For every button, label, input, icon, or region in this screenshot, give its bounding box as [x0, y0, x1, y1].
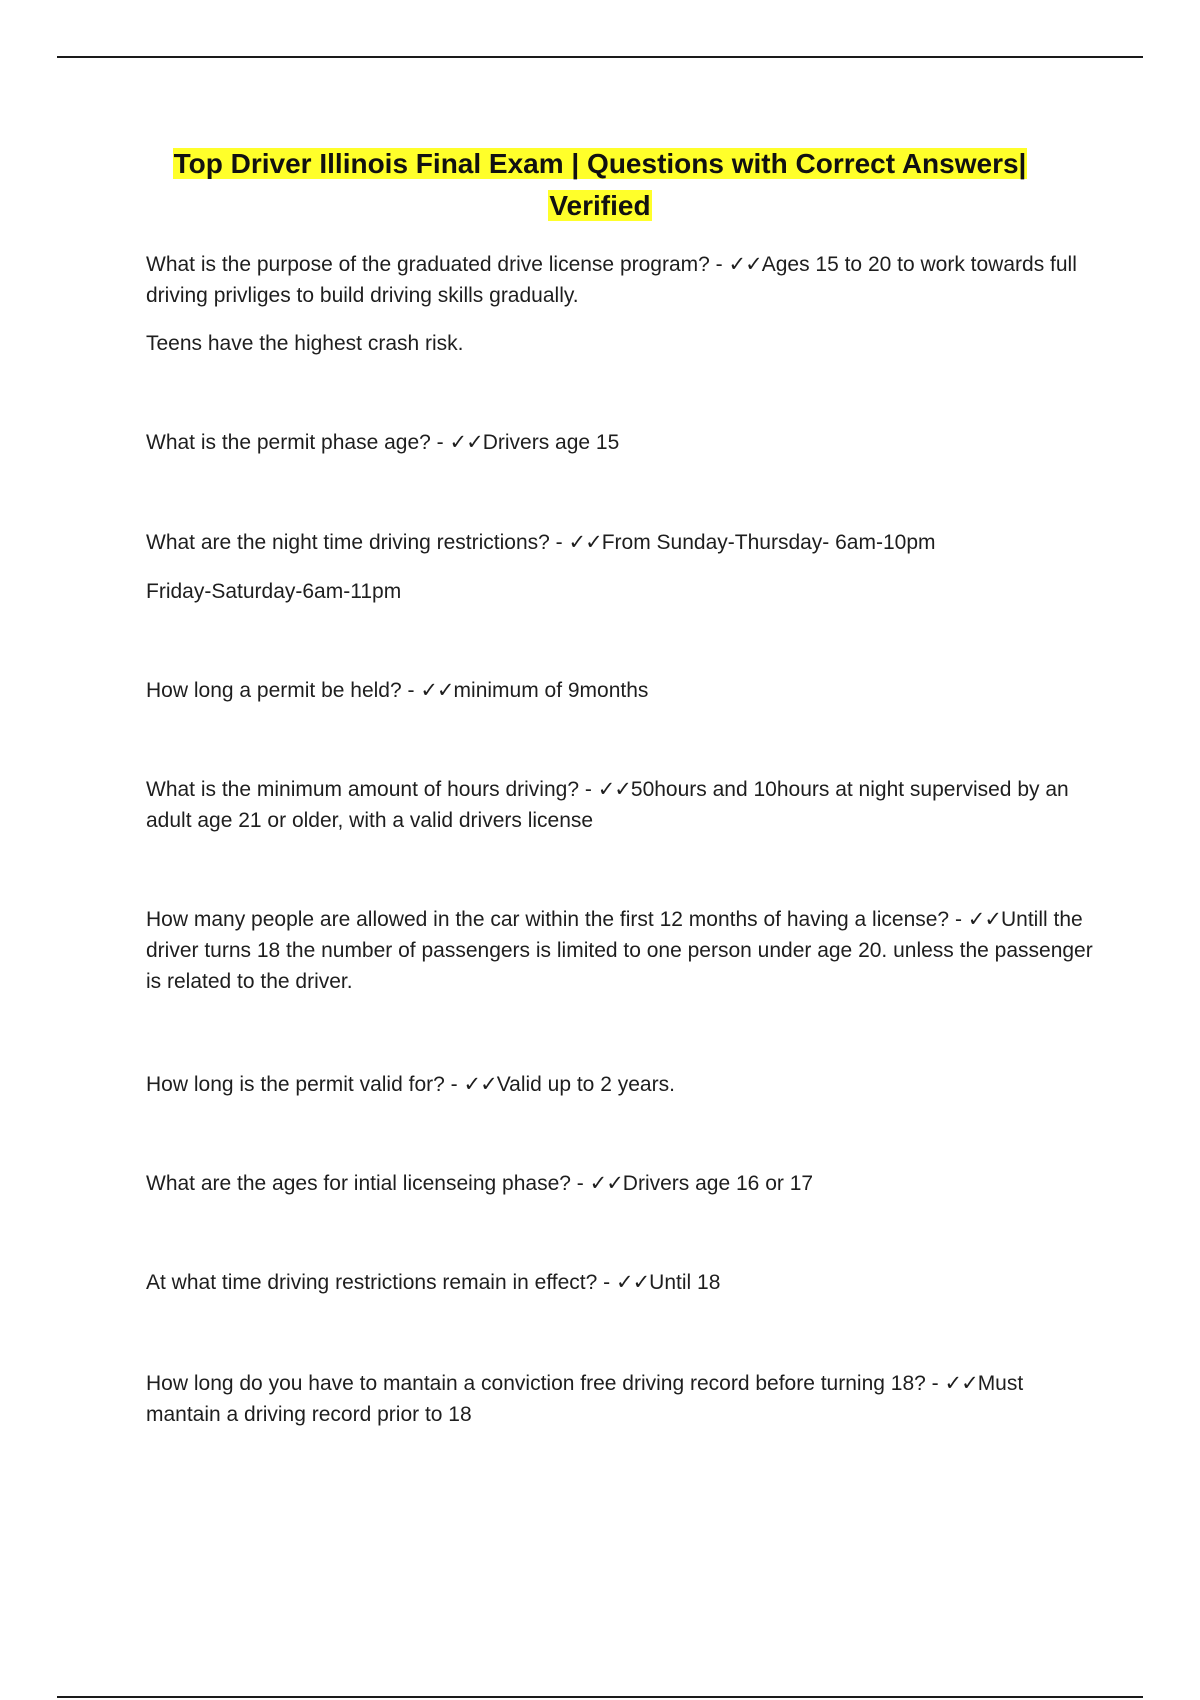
note-text: Teens have the highest crash risk.	[146, 332, 464, 355]
qa-note-weekend-hours	[146, 576, 1096, 607]
check-icon: ✓✓	[589, 1172, 623, 1195]
qa-item-restrictions-effect	[146, 1267, 1096, 1298]
qa-item-licensing-ages	[146, 1168, 1096, 1199]
qa-item-purpose	[146, 249, 1096, 311]
separator: -	[570, 1172, 590, 1195]
qa-item-permit-age	[146, 427, 1096, 458]
qa-item-conviction-free	[146, 1368, 1096, 1430]
check-icon: ✓✓	[615, 1271, 650, 1294]
qa-item-permit-valid	[146, 1069, 1096, 1100]
answer-text: Drivers age 15	[482, 431, 620, 454]
separator: -	[401, 679, 421, 702]
check-icon: ✓✓	[967, 908, 1001, 931]
check-icon: ✓✓	[597, 778, 631, 801]
question-text: What is the purpose of the graduated drive license program?	[146, 253, 710, 276]
title-line-2: Verified	[549, 190, 651, 221]
question-text: How long is the permit valid for?	[146, 1073, 445, 1096]
answer-text: Drivers age 16 or 17	[622, 1172, 814, 1195]
separator: -	[444, 1073, 464, 1096]
separator: -	[430, 431, 450, 454]
separator: -	[597, 1271, 616, 1294]
question-text: At what time driving restrictions remain in effect?	[146, 1271, 598, 1294]
note-text: Friday-Saturday-6am-11pm	[146, 580, 402, 603]
answer-text: minimum of 9months	[453, 679, 649, 702]
check-icon: ✓✓	[420, 679, 454, 702]
check-icon: ✓✓	[568, 531, 602, 554]
question-text: How long a permit be held?	[146, 679, 402, 702]
check-icon: ✓✓	[944, 1372, 978, 1395]
qa-item-permit-held	[146, 675, 1096, 706]
question-text: How many people are allowed in the car within the first 12 months of having a license?	[146, 908, 950, 931]
question-text: How long do you have to mantain a conviction free driving record before turning 18?	[146, 1372, 926, 1395]
check-icon: ✓✓	[728, 253, 762, 276]
title-line-1: Top Driver Illinois Final Exam | Questions with Correct Answers|	[173, 148, 1027, 179]
answer-text: From Sunday-Thursday- 6am-10pm	[601, 531, 936, 554]
document-title	[0, 143, 1200, 227]
answer-text: 50hours and 10hours at night supervised by an adult age 21 or older, with a valid drivers license	[146, 778, 1069, 832]
qa-item-minimum-hours	[146, 774, 1096, 836]
separator: -	[949, 908, 968, 931]
qa-item-night-restrictions	[146, 527, 1096, 558]
answer-text: Ages 15 to 20 to work towards full driving privliges to build driving skills gradually.	[146, 253, 1077, 307]
bottom-divider	[57, 1696, 1143, 1698]
question-text: What are the ages for intial licenseing phase?	[146, 1172, 571, 1195]
qa-item-passengers	[146, 904, 1096, 997]
check-icon: ✓✓	[449, 431, 483, 454]
question-text: What is the minimum amount of hours driving?	[146, 778, 580, 801]
separator: -	[549, 531, 569, 554]
answer-text: Must mantain a driving record prior to 18	[146, 1372, 1024, 1426]
top-divider	[57, 56, 1143, 58]
separator: -	[925, 1372, 945, 1395]
answer-text: Valid up to 2 years.	[496, 1073, 675, 1096]
separator: -	[579, 778, 598, 801]
answer-text: Until 18	[649, 1271, 721, 1294]
qa-note-crash-risk	[146, 328, 1096, 359]
answer-text: Untill the driver turns 18 the number of passengers is limited to one person under age 20. unless the passenger is related to the driver.	[146, 908, 1093, 993]
check-icon: ✓✓	[463, 1073, 497, 1096]
question-text: What are the night time driving restrictions?	[146, 531, 550, 554]
separator: -	[709, 253, 729, 276]
question-text: What is the permit phase age?	[146, 431, 431, 454]
